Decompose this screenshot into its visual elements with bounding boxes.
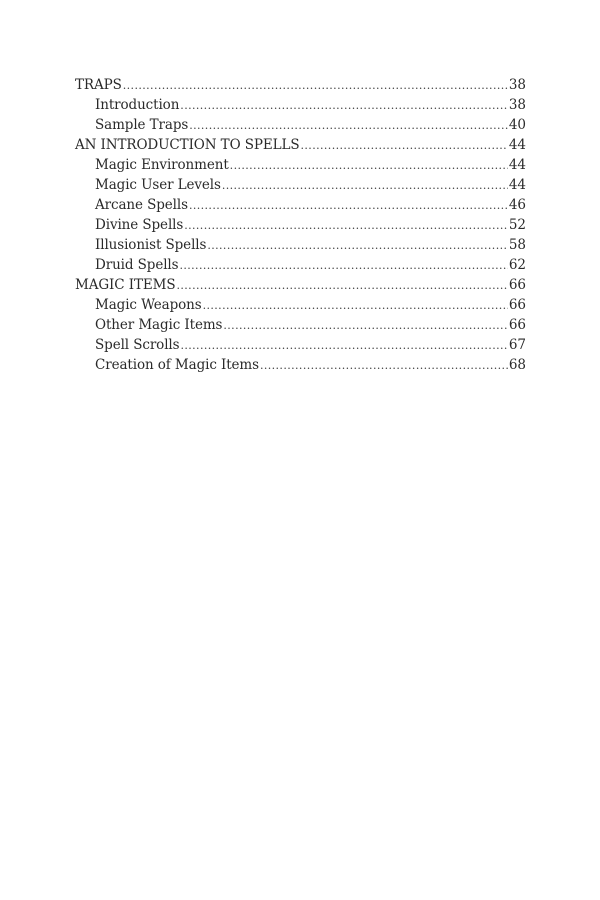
toc-entry-page: 66 [508, 277, 526, 293]
toc-entry-title: Creation of Magic Items [95, 357, 259, 373]
toc-entry-illusionist-spells [75, 235, 526, 255]
toc-entry-magic-environment [75, 155, 526, 175]
toc-entry-page: 44 [508, 177, 526, 193]
dot-leader [176, 276, 507, 296]
toc-entry-page: 67 [508, 337, 526, 353]
toc-entry-magic-user-levels [75, 175, 526, 195]
toc-entry-page: 58 [508, 237, 526, 253]
toc-entry-title: TRAPS [75, 77, 122, 93]
toc-entry-spell-scrolls [75, 335, 526, 355]
dot-leader [189, 196, 508, 216]
toc-entry-creation-of-magic-items [75, 355, 526, 375]
toc-entry-title: Sample Traps [95, 117, 189, 133]
dot-leader [180, 96, 508, 116]
dot-leader [207, 236, 507, 256]
toc-entry-title: Druid Spells [95, 257, 179, 273]
toc-entry-title: Spell Scrolls [95, 337, 180, 353]
toc-entry-page: 52 [508, 217, 526, 233]
toc-entry-an-introduction-to-spells [75, 135, 526, 155]
toc-entry-page: 38 [508, 97, 526, 113]
toc-entry-title: AN INTRODUCTION TO SPELLS [75, 137, 300, 153]
toc-entry-title: Other Magic Items [95, 317, 223, 333]
toc-entry-magic-weapons [75, 295, 526, 315]
dot-leader [223, 316, 507, 336]
toc-entry-title: Magic Weapons [95, 297, 202, 313]
toc-entry-arcane-spells [75, 195, 526, 215]
dot-leader [203, 296, 508, 316]
toc-entry-title: Arcane Spells [95, 197, 188, 213]
toc-entry-page: 44 [508, 157, 526, 173]
dot-leader [184, 216, 508, 236]
toc-entry-page: 46 [508, 197, 526, 213]
toc-entry-title: Introduction [95, 97, 180, 113]
dot-leader [260, 356, 508, 376]
toc-entry-page: 62 [508, 257, 526, 273]
toc-entry-traps [75, 75, 526, 95]
toc-entry-title: MAGIC ITEMS [75, 277, 176, 293]
toc-entry-other-magic-items [75, 315, 526, 335]
toc-entry-page: 44 [508, 137, 526, 153]
toc-entry-title: Divine Spells [95, 217, 184, 233]
dot-leader [301, 136, 508, 156]
toc-entry-title: Illusionist Spells [95, 237, 207, 253]
dot-leader [123, 76, 508, 96]
toc-entry-page: 38 [508, 77, 526, 93]
toc-entry-sample-traps [75, 115, 526, 135]
toc-entry-page: 40 [508, 117, 526, 133]
dot-leader [222, 176, 508, 196]
toc-entry-page: 66 [508, 297, 526, 313]
dot-leader [189, 116, 508, 136]
toc-entry-divine-spells [75, 215, 526, 235]
toc-entry-introduction [75, 95, 526, 115]
dot-leader [230, 156, 508, 176]
toc-entry-title: Magic User Levels [95, 177, 221, 193]
toc-entry-title: Magic Environment [95, 157, 229, 173]
toc-entry-page: 68 [508, 357, 526, 373]
toc-entry-magic-items [75, 275, 526, 295]
dot-leader [180, 336, 507, 356]
dot-leader [179, 256, 507, 276]
toc-entry-druid-spells [75, 255, 526, 275]
table-of-contents [75, 75, 526, 375]
toc-entry-page: 66 [508, 317, 526, 333]
